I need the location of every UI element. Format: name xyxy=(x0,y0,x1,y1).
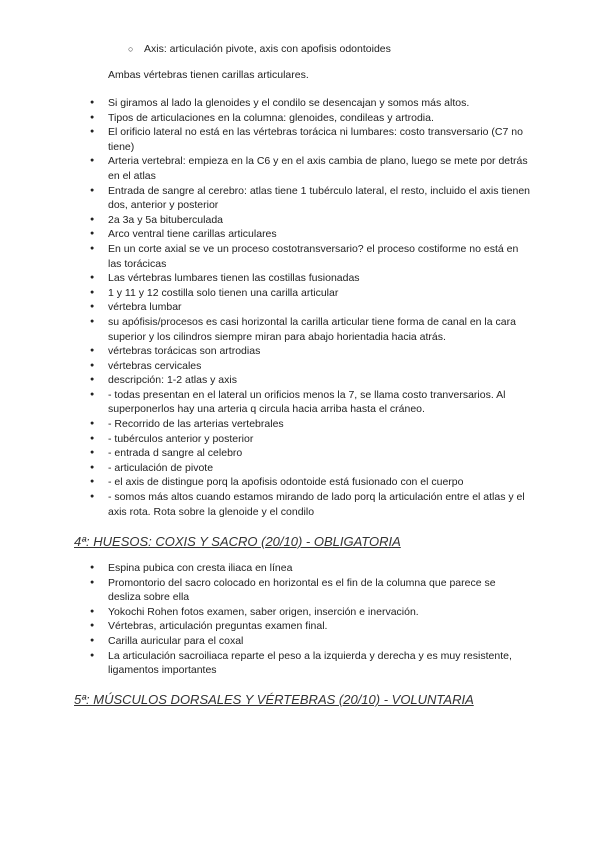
section-heading-4: 4ª: HUESOS: COXIS Y SACRO (20/10) - OBLIGATORIA xyxy=(74,534,401,549)
list-item: ● - tubérculos anterior y posterior xyxy=(90,432,530,447)
list-item: ● En un corte axial se ve un proceso costotransversario? el proceso costiforme no está en las torácicas xyxy=(90,242,530,271)
list-item: ● - el axis de distingue porq la apofisis odontoide está fusionado con el cuerpo xyxy=(90,475,530,490)
sacrum-bullet-list xyxy=(90,561,530,678)
list-item: ● Promontorio del sacro colocado en horizontal es el fin de la columna que parece se desliza sobre ella xyxy=(90,576,530,605)
list-item: ● - articulación de pivote xyxy=(90,461,530,476)
list-item: ● La articulación sacroiliaca reparte el peso a la izquierda y derecha y es muy resistente, ligamentos importantes xyxy=(90,649,530,678)
list-item: ● El orificio lateral no está en las vértebras torácica ni lumbares: costo transversario (C7 no tiene) xyxy=(90,125,530,154)
list-item: ● - Recorrido de las arterias vertebrales xyxy=(90,417,530,432)
list-item: ● Entrada de sangre al cerebro: atlas tiene 1 tubérculo lateral, el resto, incluido el axis tienen dos, anterior y posterior xyxy=(90,184,530,213)
vertebrae-note: Ambas vértebras tienen carillas articulares. xyxy=(108,69,309,81)
vertebrae-bullet-list xyxy=(90,96,530,519)
list-item: ● descripción: 1-2 atlas y axis xyxy=(90,373,530,388)
list-item: ● vértebras torácicas son artrodias xyxy=(90,344,530,359)
list-item: ● Vértebras, articulación preguntas examen final. xyxy=(90,619,530,634)
list-item: ● Arteria vertebral: empieza en la C6 y en el axis cambia de plano, luego se mete por detrás en el atlas xyxy=(90,154,530,183)
list-item: ● Las vértebras lumbares tienen las costillas fusionadas xyxy=(90,271,530,286)
hollow-bullet-icon: ○ xyxy=(128,44,134,54)
list-item: ● 1 y 11 y 12 costilla solo tienen una carilla articular xyxy=(90,286,530,301)
list-item: ● 2a 3a y 5a bituberculada xyxy=(90,213,530,228)
list-item: ● vértebras cervicales xyxy=(90,359,530,374)
list-item: ● Arco ventral tiene carillas articulares xyxy=(90,227,530,242)
sub-bullet-text: Axis: articulación pivote, axis con apofisis odontoides xyxy=(144,43,391,55)
list-item: ● - todas presentan en el lateral un orificios menos la 7, se llama costo tranversarios. Al superponerlos hay una arteria q circula hacia arriba hasta el cráneo. xyxy=(90,388,530,417)
list-item: ● Yokochi Rohen fotos examen, saber origen, inserción e inervación. xyxy=(90,605,530,620)
list-item: ● - entrada d sangre al celebro xyxy=(90,446,530,461)
list-item: ● Carilla auricular para el coxal xyxy=(90,634,530,649)
list-item: ● Espina pubica con cresta iliaca en línea xyxy=(90,561,530,576)
section-heading-5: 5ª: MÚSCULOS DORSALES Y VÉRTEBRAS (20/10) - VOLUNTARIA xyxy=(74,692,474,707)
list-item: ● su apófisis/procesos es casi horizontal la carilla articular tiene forma de canal en la cara superior y los cilindros siempre miran para abajo horientadia hacia atrás. xyxy=(90,315,530,344)
list-item: ● Si giramos al lado la glenoides y el condilo se desencajan y somos más altos. xyxy=(90,96,530,111)
list-item: ● - somos más altos cuando estamos mirando de lado porq la articulación entre el atlas y el axis rota. Rota sobre la glenoide y el condilo xyxy=(90,490,530,519)
list-item: ● Tipos de articulaciones en la columna: glenoides, condileas y artrodia. xyxy=(90,111,530,126)
list-item: ● vértebra lumbar xyxy=(90,300,530,315)
